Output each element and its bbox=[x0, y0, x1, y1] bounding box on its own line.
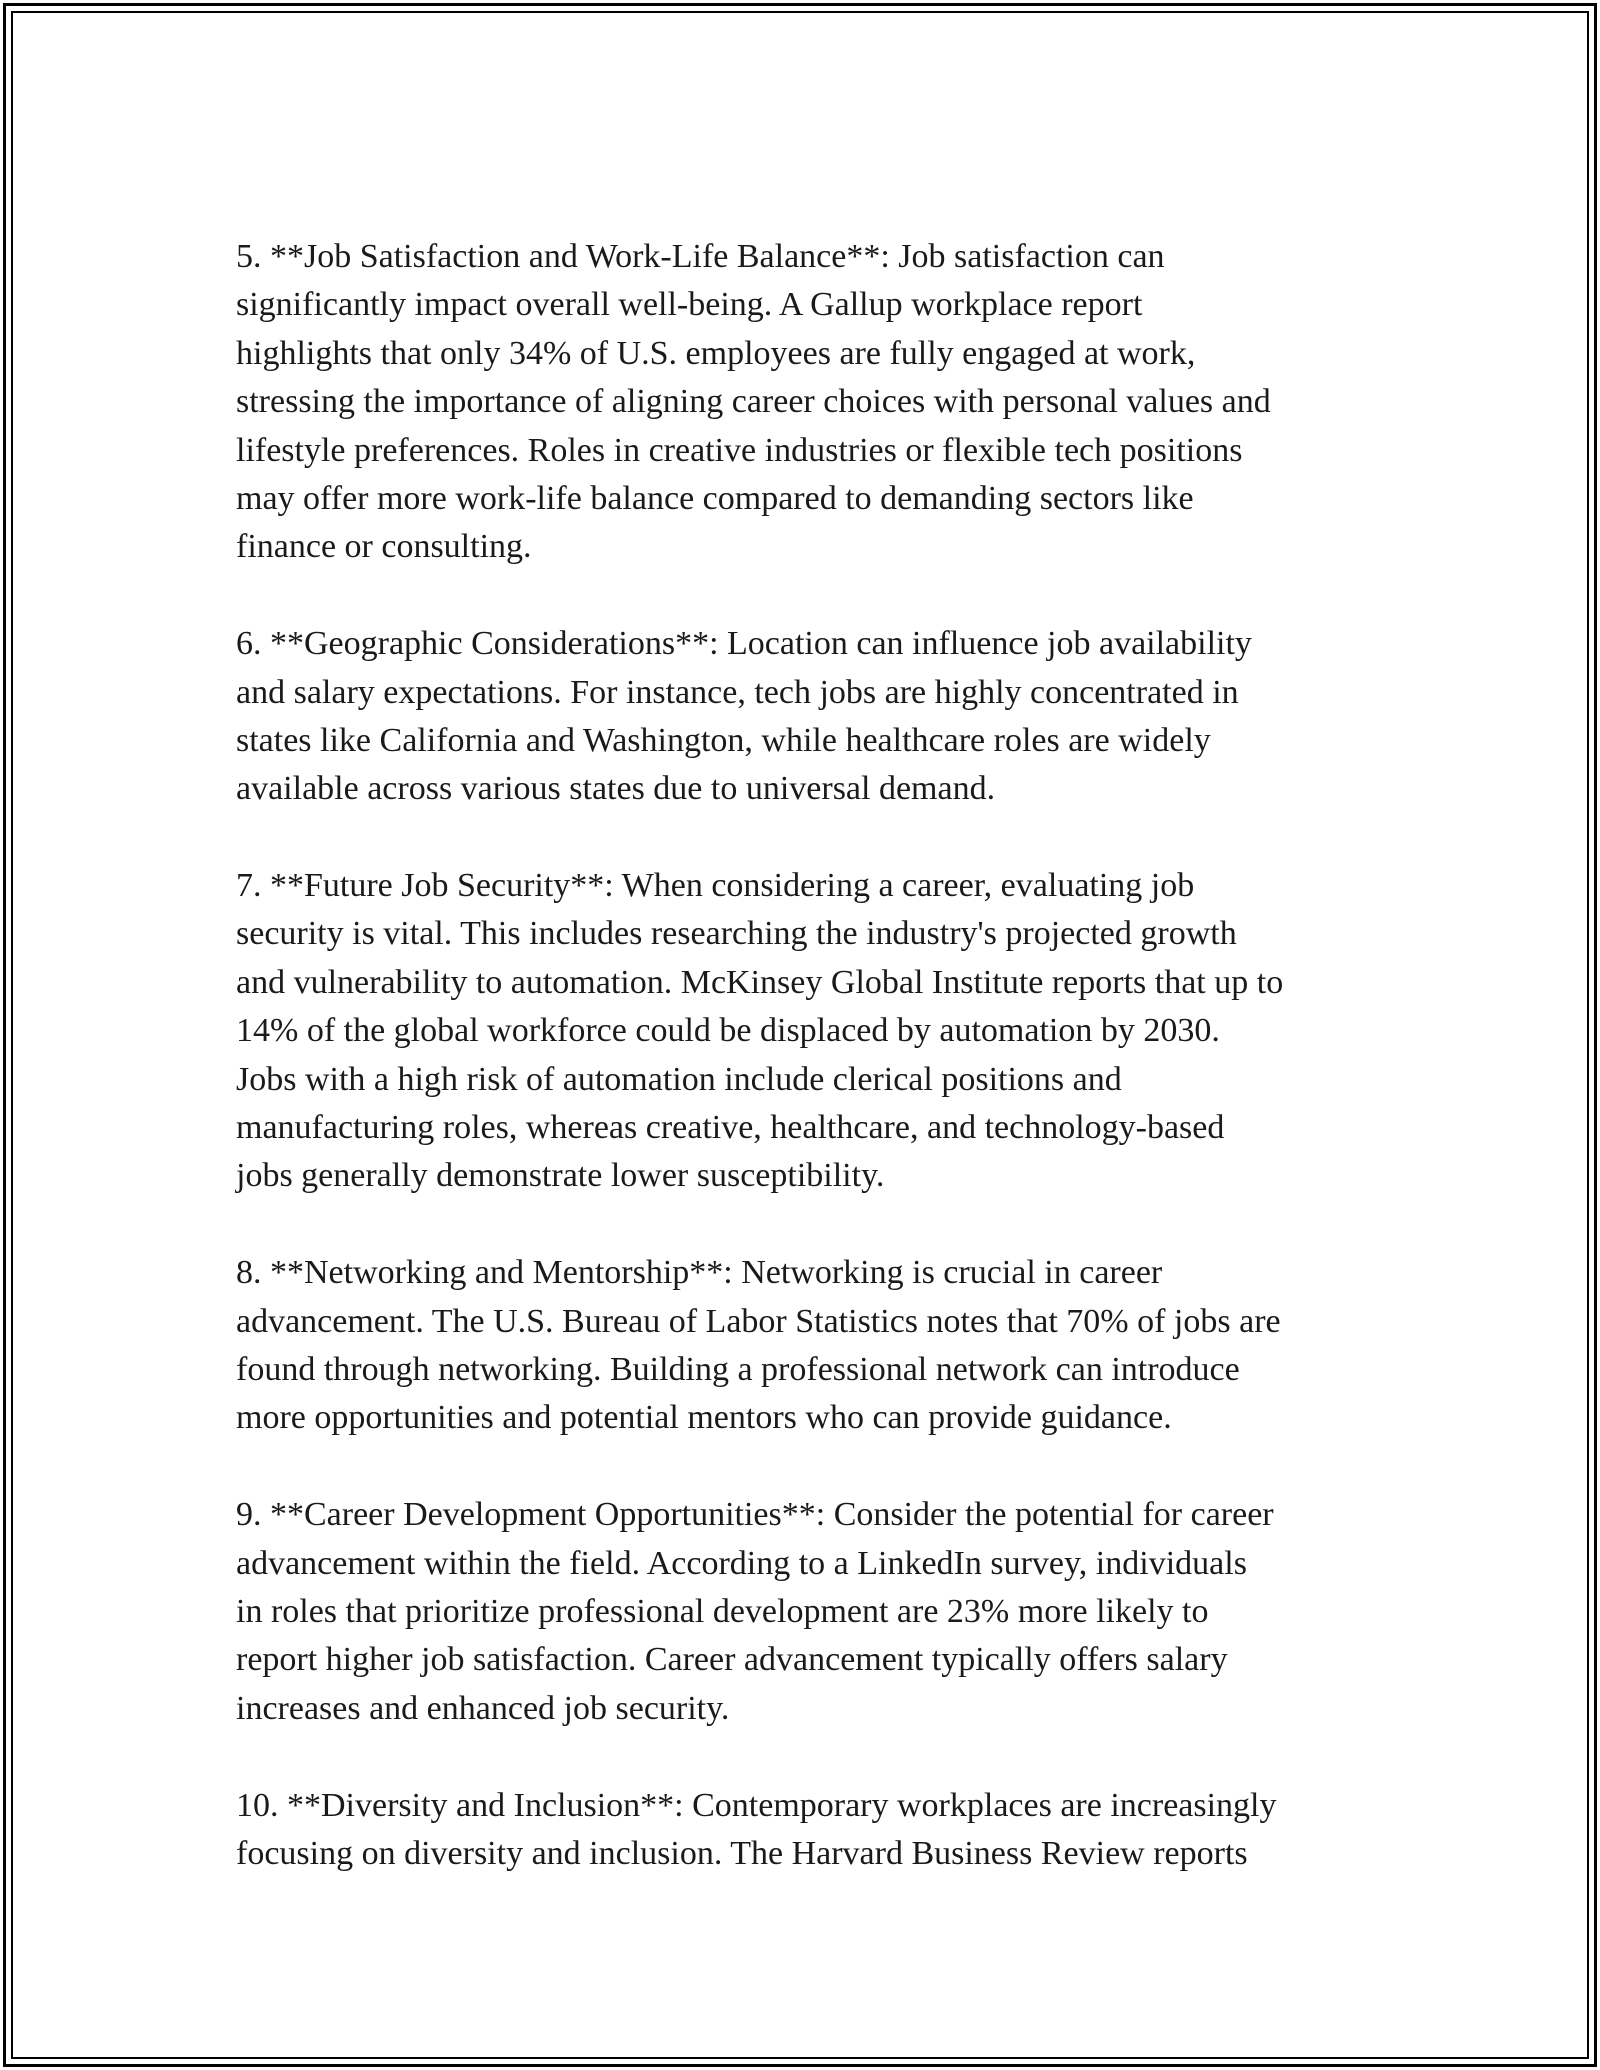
text-line: may offer more work-life balance compared to demanding sectors like bbox=[236, 479, 1194, 517]
text-line: more opportunities and potential mentors who can provide guidance. bbox=[236, 1399, 1172, 1437]
text-line: highlights that only 34% of U.S. employees are fully engaged at work, bbox=[236, 334, 1196, 372]
text-line: manufacturing roles, whereas creative, healthcare, and technology-based bbox=[236, 1109, 1225, 1147]
paragraph-networking bbox=[236, 1249, 1386, 1443]
text-line: and salary expectations. For instance, tech jobs are highly concentrated in bbox=[236, 673, 1239, 711]
document-body bbox=[236, 233, 1386, 1927]
paragraph-career-development bbox=[236, 1491, 1386, 1733]
text-line: lifestyle preferences. Roles in creative industries or flexible tech positions bbox=[236, 431, 1243, 469]
text-line: finance or consulting. bbox=[236, 528, 532, 566]
text-line: available across various states due to universal demand. bbox=[236, 770, 996, 808]
text-line: significantly impact overall well-being. A Gallup workplace report bbox=[236, 286, 1143, 324]
text-line: 9. **Career Development Opportunities**: Consider the potential for career bbox=[236, 1496, 1274, 1534]
text-line: increases and enhanced job security. bbox=[236, 1689, 730, 1727]
text-line: 14% of the global workforce could be displaced by automation by 2030. bbox=[236, 1012, 1220, 1050]
text-line: states like California and Washington, while healthcare roles are widely bbox=[236, 721, 1211, 759]
text-line: Jobs with a high risk of automation include clerical positions and bbox=[236, 1060, 1122, 1098]
paragraph-job-security bbox=[236, 862, 1386, 1201]
text-line: 8. **Networking and Mentorship**: Networking is crucial in career bbox=[236, 1254, 1163, 1292]
text-line: focusing on diversity and inclusion. The Harvard Business Review reports bbox=[236, 1834, 1248, 1872]
text-line: 5. **Job Satisfaction and Work-Life Balance**: Job satisfaction can bbox=[236, 238, 1165, 275]
text-line: advancement within the field. According to a LinkedIn survey, individuals bbox=[236, 1544, 1247, 1582]
text-line: and vulnerability to automation. McKinsey Global Institute reports that up to bbox=[236, 963, 1284, 1001]
text-line: 6. **Geographic Considerations**: Location can influence job availability bbox=[236, 625, 1252, 663]
text-line: security is vital. This includes researching the industry's projected growth bbox=[236, 915, 1237, 953]
text-line: 7. **Future Job Security**: When considering a career, evaluating job bbox=[236, 867, 1195, 905]
paragraph-geographic bbox=[236, 620, 1386, 814]
paragraph-job-satisfaction bbox=[236, 233, 1386, 572]
text-line: in roles that prioritize professional development are 23% more likely to bbox=[236, 1592, 1209, 1630]
text-line: advancement. The U.S. Bureau of Labor Statistics notes that 70% of jobs are bbox=[236, 1302, 1281, 1340]
text-line: 10. **Diversity and Inclusion**: Contemporary workplaces are increasingly bbox=[236, 1786, 1277, 1824]
text-line: jobs generally demonstrate lower susceptibility. bbox=[236, 1157, 885, 1195]
text-line: report higher job satisfaction. Career advancement typically offers salary bbox=[236, 1641, 1228, 1679]
paragraph-diversity bbox=[236, 1782, 1386, 1879]
text-line: stressing the importance of aligning career choices with personal values and bbox=[236, 383, 1271, 421]
text-line: found through networking. Building a professional network can introduce bbox=[236, 1350, 1240, 1388]
